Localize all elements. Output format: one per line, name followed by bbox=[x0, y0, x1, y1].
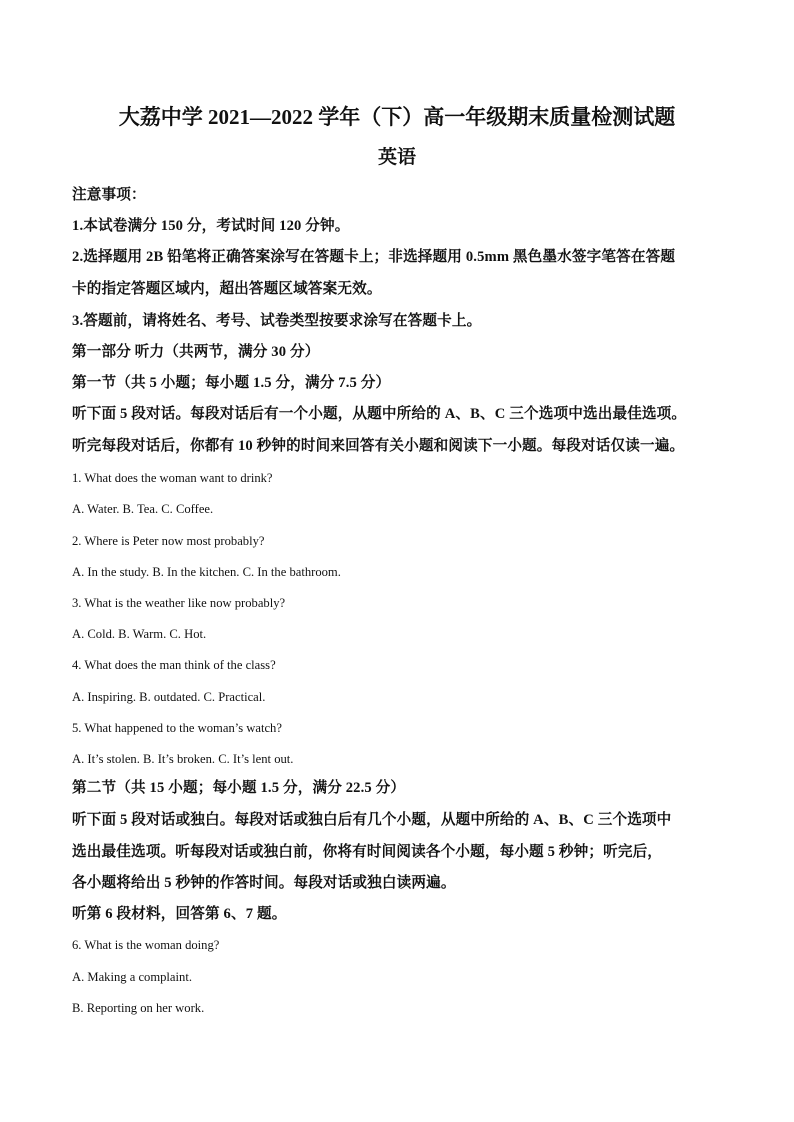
question-1-options: A. Water. B. Tea. C. Coffee. bbox=[72, 502, 214, 516]
notice-item-1: 1.本试卷满分 150 分，考试时间 120 分钟。 bbox=[72, 218, 350, 234]
section1-instruction-line-2: 听完每段对话后，你都有 10 秒钟的时间来回答有关小题和阅读下一小题。每段对话仅读一遍。 bbox=[72, 438, 685, 454]
question-4: 4. What does the man think of the class? bbox=[72, 658, 276, 672]
question-2: 2. Where is Peter now most probably? bbox=[72, 534, 265, 548]
part1-heading: 第一部分 听力（共两节，满分 30 分） bbox=[72, 344, 320, 360]
section2-instruction-line-2: 选出最佳选项。听每段对话或独白前，你将有时间阅读各个小题，每小题 5 秒钟；听完后， bbox=[72, 844, 663, 860]
question-6-option-b: B. Reporting on her work. bbox=[72, 1001, 205, 1015]
question-4-options: A. Inspiring. B. outdated. C. Practical. bbox=[72, 690, 266, 704]
section2-heading: 第二节（共 15 小题；每小题 1.5 分，满分 22.5 分） bbox=[72, 780, 406, 796]
material-6-heading: 听第 6 段材料，回答第 6、7 题。 bbox=[72, 906, 287, 922]
question-6-option-a: A. Making a complaint. bbox=[72, 970, 192, 984]
question-2-options: A. In the study. B. In the kitchen. C. In the bathroom. bbox=[72, 565, 341, 579]
section2-instruction-line-1: 听下面 5 段对话或独白。每段对话或独白后有几个小题，从题中所给的 A、B、C 三个选项中 bbox=[72, 812, 672, 828]
question-1: 1. What does the woman want to drink? bbox=[72, 471, 273, 485]
question-5: 5. What happened to the woman’s watch? bbox=[72, 721, 282, 735]
section2-instruction-line-3: 各小题将给出 5 秒钟的作答时间。每段对话或独白读两遍。 bbox=[72, 875, 456, 891]
subject-title: 英语 bbox=[377, 147, 416, 168]
question-3: 3. What is the weather like now probably? bbox=[72, 596, 286, 610]
notice-item-2-line-1: 2.选择题用 2B 铅笔将正确答案涂写在答题卡上；非选择题用 0.5mm 黑色墨水签字笔答在答题 bbox=[72, 249, 676, 265]
section1-instruction-line-1: 听下面 5 段对话。每段对话后有一个小题，从题中所给的 A、B、C 三个选项中选出最佳选项。 bbox=[72, 406, 687, 422]
exam-title: 大荔中学 2021—2022 学年（下）高一年级期末质量检测试题 bbox=[118, 105, 676, 129]
question-3-options: A. Cold. B. Warm. C. Hot. bbox=[72, 627, 207, 641]
notice-item-2-line-2: 卡的指定答题区域内，超出答题区域答案无效。 bbox=[72, 281, 382, 297]
question-5-options: A. It’s stolen. B. It’s broken. C. It’s lent out. bbox=[72, 752, 294, 766]
notice-heading: 注意事项： bbox=[72, 187, 146, 203]
section1-heading: 第一节（共 5 小题；每小题 1.5 分，满分 7.5 分） bbox=[72, 375, 391, 391]
notice-item-3: 3.答题前，请将姓名、考号、试卷类型按要求涂写在答题卡上。 bbox=[72, 313, 482, 329]
question-6: 6. What is the woman doing? bbox=[72, 938, 220, 952]
